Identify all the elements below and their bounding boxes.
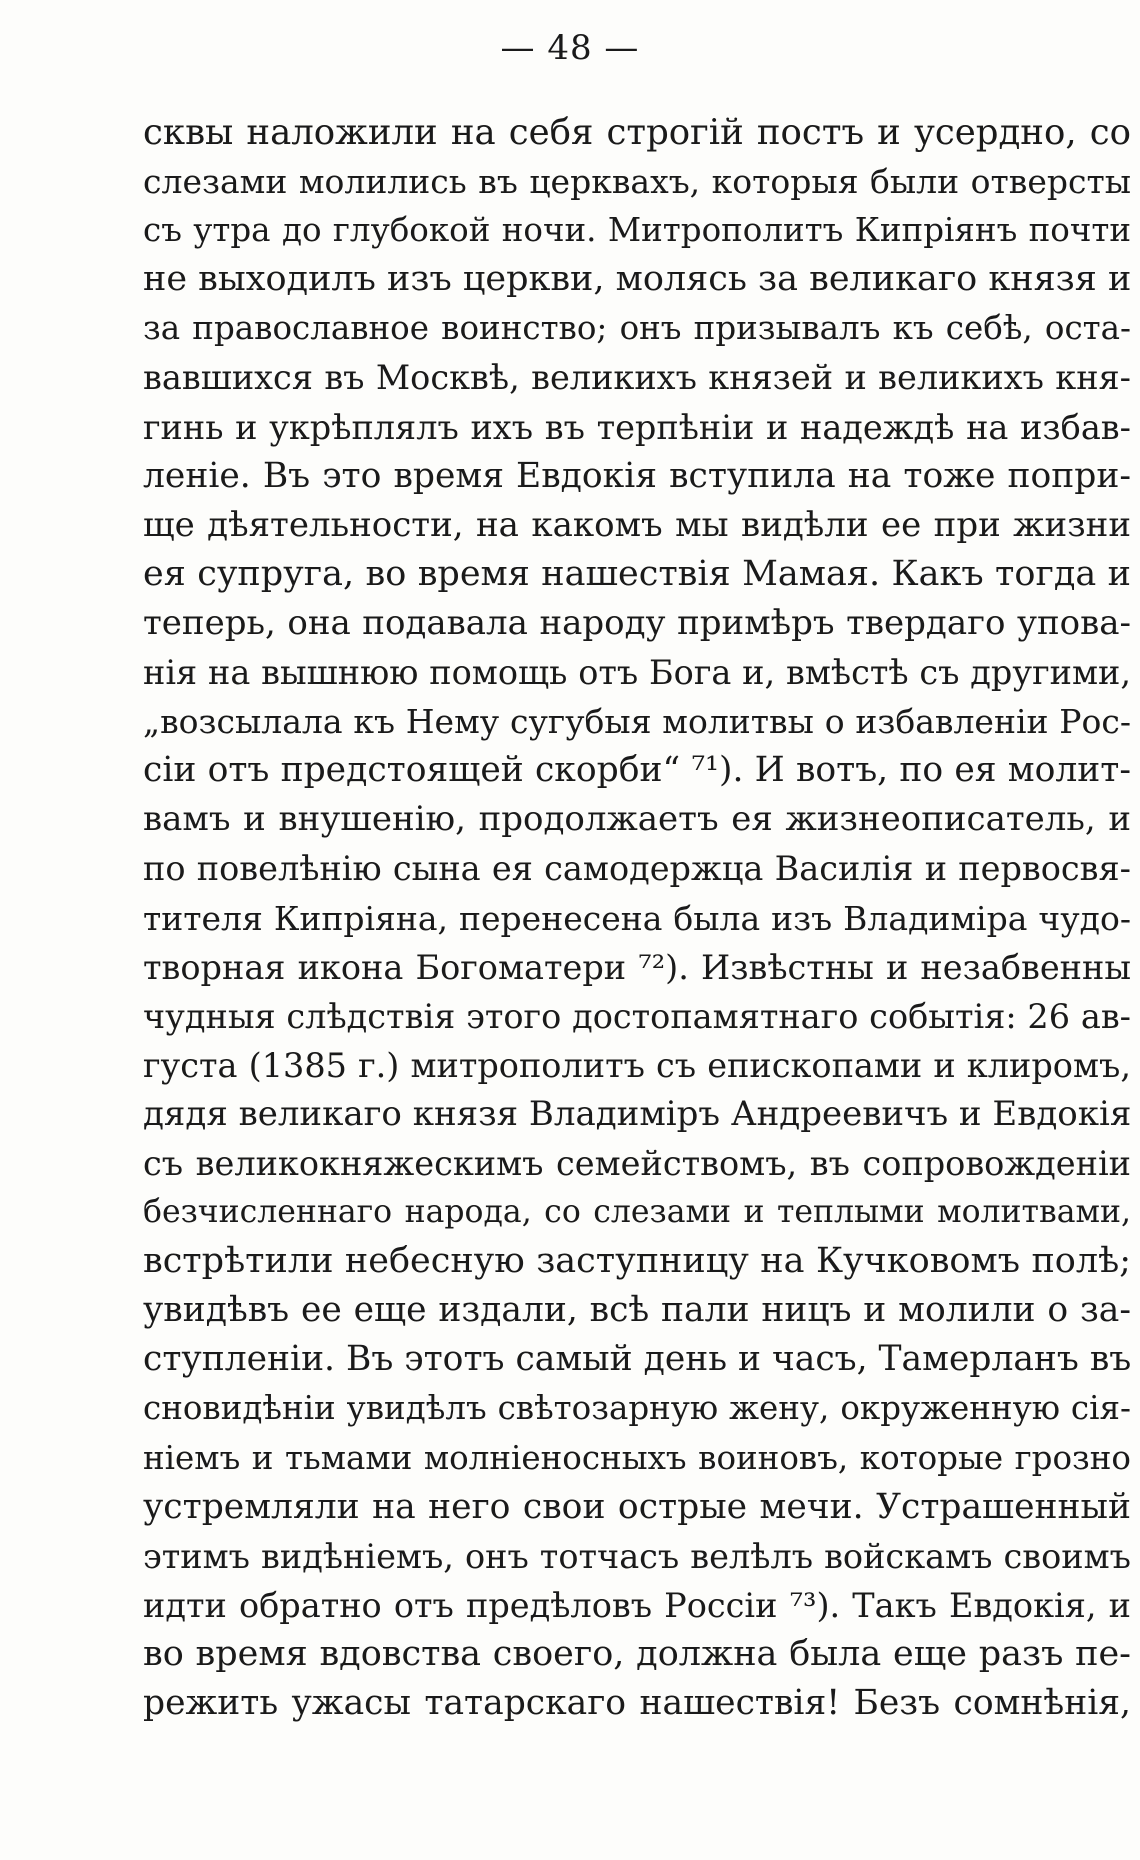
body-text [143,108,1131,1728]
text-line: ще дѣятельности, на какомъ мы видѣли ее при жизни [143,504,1131,545]
text-line: чудныя слѣдствія этого достопамятнаго событія: 26 ав- [143,996,1131,1036]
text-line: теперь, она подавала народу примѣръ твердаго упова- [143,602,1131,643]
text-line: нія на вышнюю помощь отъ Бога и, вмѣстѣ съ другими, [143,653,1131,693]
text-line: встрѣтили небесную заступницу на Кучковомъ полѣ; [143,1241,1131,1282]
text-line: вамъ и внушенію, продолжаетъ ея жизнеописатель, и [143,799,1131,840]
text-line: режить ужасы татарскаго нашествія! Безъ сомнѣнія, [143,1683,1131,1723]
text-line: съ великокняжескимъ семействомъ, въ сопровожденіи [143,1143,1131,1183]
text-line: не выходилъ изъ церкви, молясь за великаго князя и [143,259,1132,300]
text-line: съ утра до глубокой ночи. Митрополитъ Кипріянъ почти [143,211,1131,250]
text-line: дядя великаго князя Владиміръ Андреевичъ и Евдокія [143,1093,1132,1134]
text-line: вавшихся въ Москвѣ, великихъ князей и великихъ кня- [143,358,1131,398]
text-line: „возсылала къ Нему сугубыя молитвы о избавленіи Рос- [143,702,1131,742]
text-line: гинь и укрѣплялъ ихъ въ терпѣніи и надеждѣ на избав- [143,407,1131,447]
text-line: во время вдовства своего, должна была еще разъ пе- [143,1633,1131,1674]
text-line: тителя Кипріяна, перенесена была изъ Владиміра чудо- [143,898,1131,938]
text-line: безчисленнаго народа, со слезами и теплыми молитвами, [143,1194,1131,1231]
text-line: густа (1385 г.) митрополитъ съ епископами и клиромъ, [143,1045,1131,1085]
page-number: — 48 — [500,28,640,68]
text-line: ступленіи. Въ этотъ самый день и часъ, Тамерланъ въ [143,1339,1132,1380]
text-line: по повелѣнію сына ея самодержца Василія и первосвя- [143,849,1131,889]
text-line: сквы наложили на себя строгій постъ и усердно, со [143,112,1131,153]
text-line: ея супруга, во время нашествія Мамая. Какъ тогда и [143,553,1131,594]
text-line: слезами молились въ церквахъ, которыя были отверсты [143,162,1131,202]
text-line: леніе. Въ это время Евдокія вступила на тоже попри- [143,455,1131,496]
text-line: творная икона Богоматери ⁷²). Извѣстны и незабвенны [143,947,1131,987]
text-line: ніемъ и тьмами молніеносныхъ воиновъ, которые грозно [143,1438,1131,1477]
text-line: идти обратно отъ предѣловъ Россіи ⁷³). Такъ Евдокія, и [143,1585,1131,1625]
text-line: сновидѣніи увидѣлъ свѣтозарную жену, окруженную сія- [143,1389,1131,1428]
text-line: сіи отъ предстоящей скорби“ ⁷¹). И вотъ, по ея молит- [143,750,1131,791]
text-line: за православное воинство; онъ призывалъ къ себѣ, оста- [143,309,1131,348]
text-line: устремляли на него свои острые мечи. Устрашенный [143,1486,1131,1527]
text-line: этимъ видѣніемъ, онъ тотчасъ велѣлъ войскамъ своимъ [143,1536,1131,1576]
text-line: увидѣвъ ее еще издали, всѣ пали ницъ и молили о за- [143,1290,1131,1331]
